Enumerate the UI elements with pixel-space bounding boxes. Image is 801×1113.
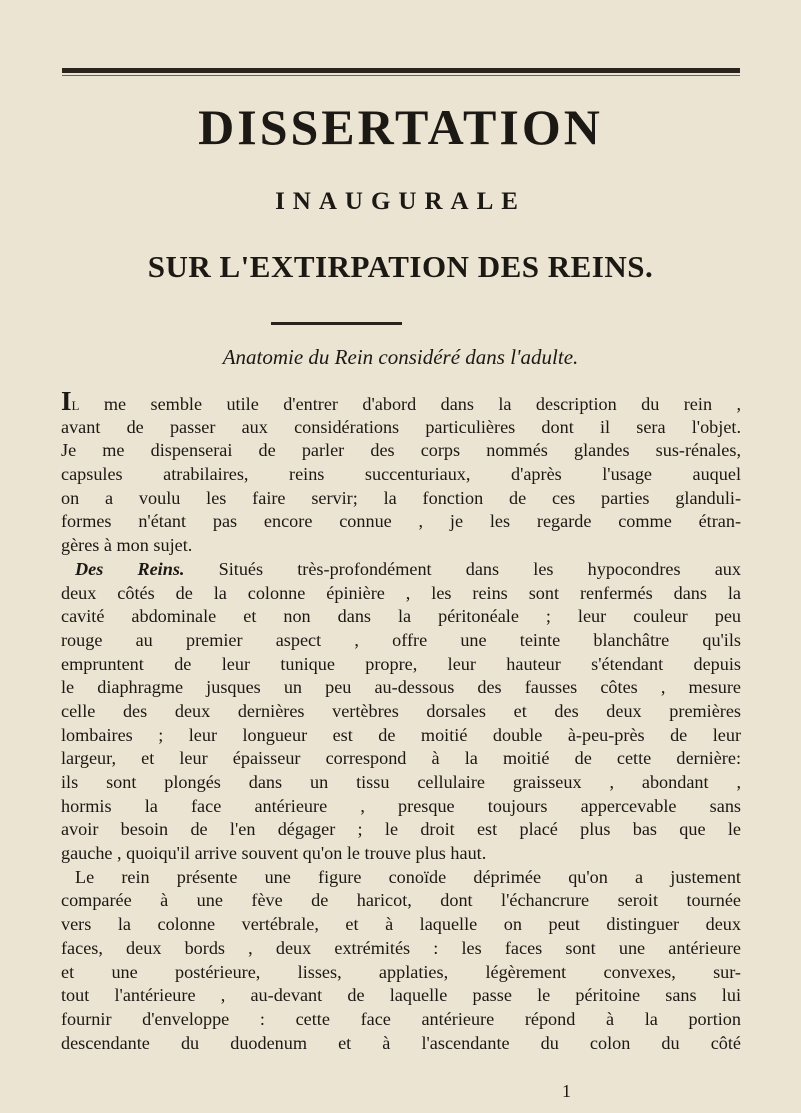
paragraph-2-line: le diaphragme jusques un peu au-dessous des fausses côtes , mesure [61,677,741,698]
paragraph-2-line: ils sont plongés dans un tissu cellulaire graisseux , abondant , [61,772,741,792]
paragraph-2-line: empruntent de leur tunique propre, leur hauteur s'étendant depuis [61,653,741,674]
paragraph-2-line: rouge au premier aspect , offre une teinte blanchâtre qu'ils [61,629,741,650]
paragraph-1-line: avant de passer aux considérations particulières dont il sera l'objet. [61,416,741,437]
page-subject: SUR L'EXTIRPATION DES REINS. [147,249,654,284]
paragraph-3-line: et une postérieure, lisses, applaties, légèrement convexes, sur- [61,961,741,982]
paragraph-1-line: Je me dispenserai de parler des corps nommés glandes sus-rénales, [61,440,741,461]
page-number: 1 [562,1081,571,1101]
paragraph-2-line: Des Reins. Situés très-profondément dans les hypocondres aux [75,558,741,579]
section-divider [271,322,402,325]
paragraph-2-line: lombaires ; leur longueur est de moitié double à-peu-près de leur [61,724,741,745]
paragraph-1-line: capsules atrabilaires, reins succenturiaux, d'après l'usage auquel [61,464,741,485]
paragraph-3-line: tout l'antérieure , au-devant de laquelle passe le péritoine sans lui [61,985,741,1006]
paragraph-2-line: deux côtés de la colonne épinière , les reins sont renfermés dans la [61,582,741,603]
paragraph-3-line: comparée à une fève de haricot, dont l'échancrure seroit tournée [61,890,741,911]
body-text [61,386,741,1055]
paragraph-3-line: fournir d'enveloppe : cette face antérieure répond à la portion [61,1008,741,1029]
paragraph-2-line: largeur, et leur épaisseur correspond à la moitié de cette dernière: [61,748,741,769]
page-title: DISSERTATION [198,99,603,155]
paragraph-1-line: on a voulu les faire servir; la fonction de ces parties glanduli- [61,487,741,508]
top-rule-thin [62,75,740,76]
paragraph-2-line: gauche , quoiqu'il arrive souvent qu'on le trouve plus haut. [61,843,487,864]
dropcap-rest: l [71,394,80,414]
paragraph-1-line: formes n'étant pas encore connue , je les regarde comme étran- [61,511,741,532]
paragraph-1-line: Il me semble utile d'entrer d'abord dans la description du rein , [61,386,741,416]
paragraph-2-line: celle des deux dernières vertèbres dorsales et des deux premières [61,700,741,721]
paragraph-2-line: avoir besoin de l'en dégager ; le droit est placé plus bas que le [61,819,741,840]
section-heading: Anatomie du Rein considéré dans l'adulte. [222,345,579,369]
page-subtitle: INAUGURALE [275,188,526,215]
paragraph-3-line: vers la colonne vertébrale, et à laquelle on peut distinguer deux [61,914,741,935]
top-rule [62,68,740,73]
paragraph-3-line: faces, deux bords , deux extrémités : les faces sont une antérieure [61,937,741,958]
paragraph-3-line: descendante du duodenum et à l'ascendante du colon du côté [61,1032,741,1053]
dropcap: I [61,386,72,416]
paragraph-1-line: gères à mon sujet. [61,535,193,556]
paragraph-2-line: cavité abdominale et non dans la péritonéale ; leur couleur peu [61,606,741,627]
paragraph-2-lead: Des Reins. [75,558,185,579]
paragraph-3-line: Le rein présente une figure conoïde déprimée qu'on a justement [75,866,741,887]
paragraph-2-line: hormis la face antérieure , presque toujours appercevable sans [61,795,741,816]
